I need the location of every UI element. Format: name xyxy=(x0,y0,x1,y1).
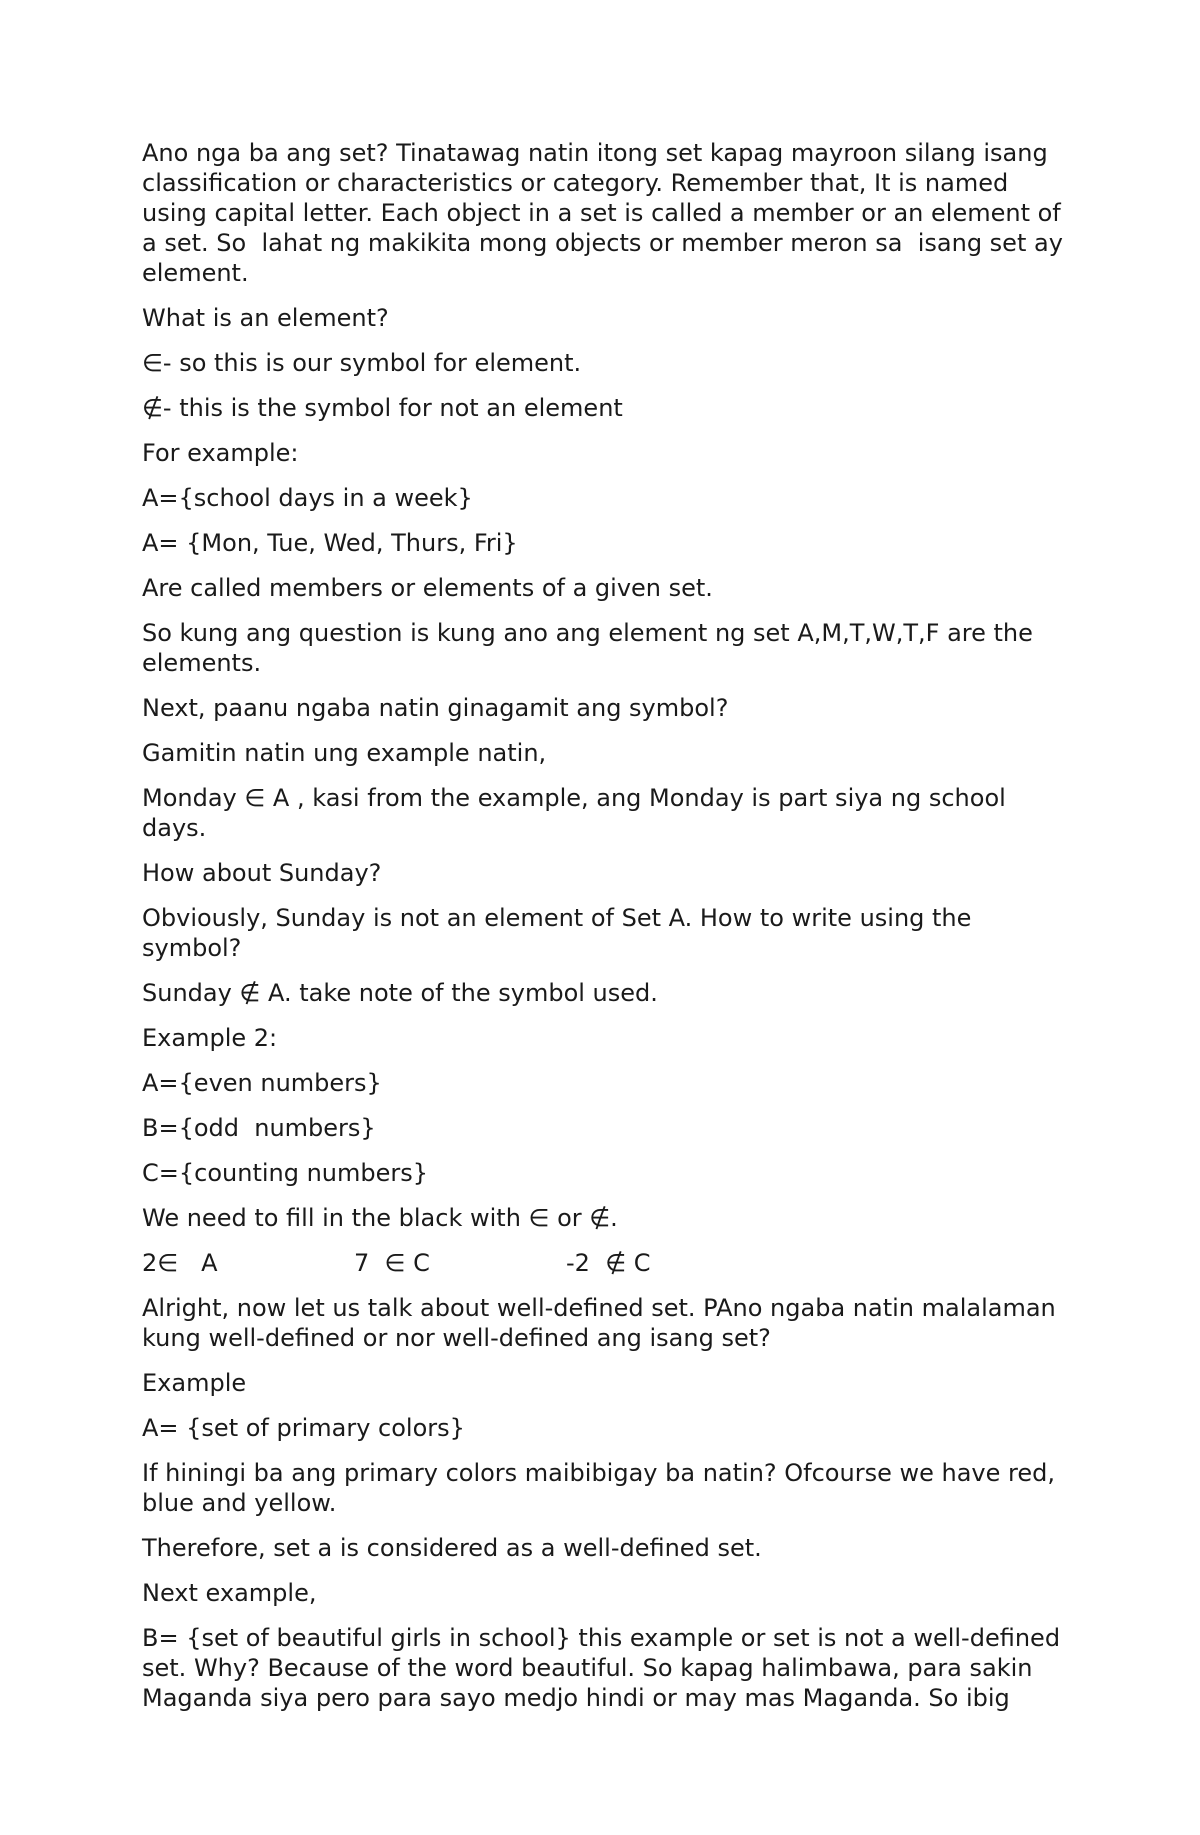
paragraph-primary-colors-set: A= {set of primary colors} xyxy=(142,1414,465,1442)
example-answers-row xyxy=(142,1248,1072,1278)
paragraph-symbol-usage: Next, paanu ngaba natin ginagamit ang symbol? xyxy=(142,694,729,722)
paragraph-set-a-roster: A= {Mon, Tue, Wed, Thurs, Fri} xyxy=(142,529,518,557)
example-answer-3: -2 ∉ C xyxy=(566,1249,651,1277)
paragraph-elements-question: So kung ang question is kung ano ang element ng set A,M,T,W,T,F are the elements. xyxy=(142,619,1041,677)
paragraph-example-2: Example 2: xyxy=(142,1024,278,1052)
paragraph-monday-element: Monday ∈ A , kasi from the example, ang Monday is part siya ng school days. xyxy=(142,784,1014,842)
paragraph-set-a-even: A={even numbers} xyxy=(142,1069,382,1097)
paragraph-set-c-counting: C={counting numbers} xyxy=(142,1159,429,1187)
document-body xyxy=(142,138,1072,1728)
paragraph-set-definition: Ano nga ba ang set? Tinatawag natin itong set kapag mayroon silang isang classification or characteristics or category. Remember that, It is named using capital letter. Each object in a set is called a member or an element of a set. So lahat ng makikita mong objects or member meron sa isang set ay element. xyxy=(142,139,1071,287)
paragraph-next-example: Next example, xyxy=(142,1579,317,1607)
paragraph-well-defined-intro: Alright, now let us talk about well-defined set. PAno ngaba natin malalaman kung well-defined or nor well-defined ang isang set? xyxy=(142,1294,1064,1352)
paragraph-well-defined-conclusion: Therefore, set a is considered as a well-defined set. xyxy=(142,1534,762,1562)
paragraph-how-about-sunday: How about Sunday? xyxy=(142,859,382,887)
paragraph-element-symbol: ∈- so this is our symbol for element. xyxy=(142,349,582,377)
paragraph-use-example: Gamitin natin ung example natin, xyxy=(142,739,547,767)
paragraph-primary-colors-answer: If hiningi ba ang primary colors maibibigay ba natin? Ofcourse we have red, blue and yellow. xyxy=(142,1459,1063,1517)
paragraph-set-a-description: A={school days in a week} xyxy=(142,484,473,512)
example-answer-2: 7 ∈ C xyxy=(354,1249,430,1277)
paragraph-not-element-symbol: ∉- this is the symbol for not an element xyxy=(142,394,623,422)
paragraph-what-is-element: What is an element? xyxy=(142,304,389,332)
paragraph-members-note: Are called members or elements of a given set. xyxy=(142,574,713,602)
paragraph-fill-in-blank: We need to fill in the black with ∈ or ∉. xyxy=(142,1204,618,1232)
paragraph-set-b-odd: B={odd numbers} xyxy=(142,1114,376,1142)
paragraph-sunday-symbol: Sunday ∉ A. take note of the symbol used. xyxy=(142,979,658,1007)
paragraph-beautiful-girls-set: B= {set of beautiful girls in school} this example or set is not a well-defined set. Why? Because of the word beautiful. So kapag halimbawa, para sakin Maganda siya pero para sayo medjo hindi or may mas Maganda. So ibig xyxy=(142,1624,1068,1712)
example-answer-1: 2∈ A xyxy=(142,1249,218,1277)
paragraph-for-example: For example: xyxy=(142,439,299,467)
paragraph-sunday-not-element: Obviously, Sunday is not an element of Set A. How to write using the symbol? xyxy=(142,904,980,962)
paragraph-example-label: Example xyxy=(142,1369,247,1397)
